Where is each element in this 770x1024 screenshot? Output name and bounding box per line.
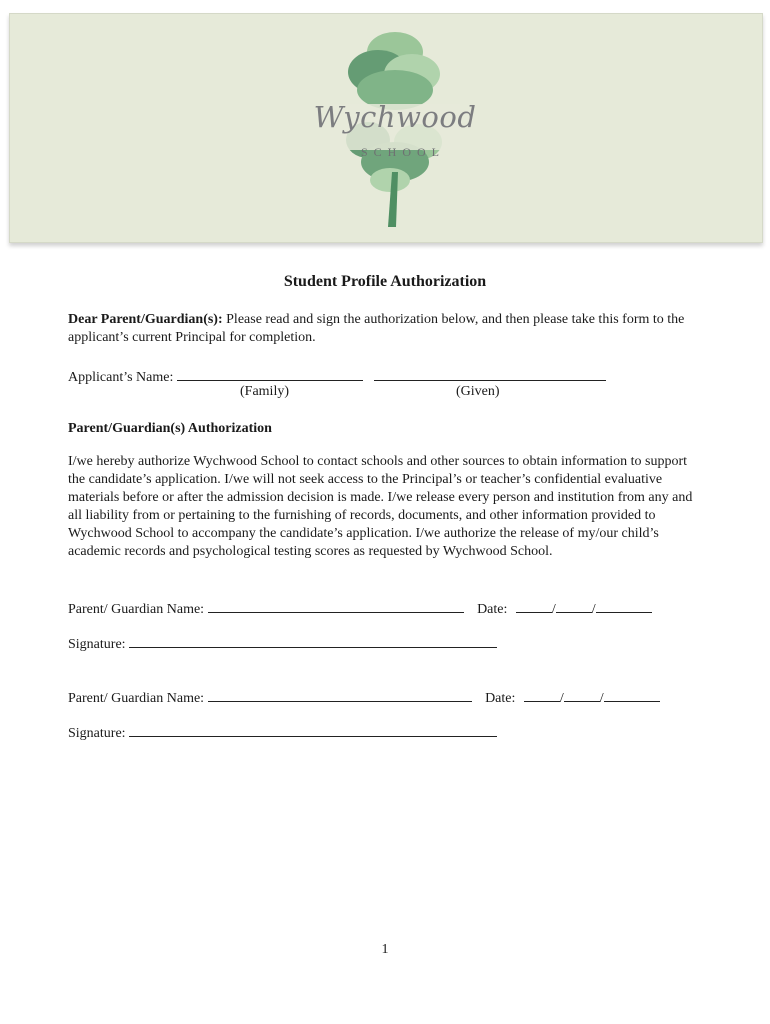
guardian2-signature-row [68, 722, 497, 742]
given-caption: (Given) [456, 384, 500, 399]
guardian1-signature-label: Signature: [68, 637, 126, 652]
applicant-name-label: Applicant’s Name: [68, 370, 174, 385]
guardian1-date-year-field[interactable] [596, 598, 652, 613]
guardian1-signature-row [68, 633, 497, 653]
given-name-field[interactable] [374, 366, 606, 381]
page-title: Student Profile Authorization [283, 273, 487, 290]
family-name-field[interactable] [177, 366, 363, 381]
intro-text: Please read and sign the authorization below, and then please take this form to the applicant’s current Principal for completion. [68, 312, 685, 345]
guardian2-date-month-field[interactable] [524, 687, 560, 702]
guardian1-name-field[interactable] [208, 598, 464, 613]
section-heading: Parent/Guardian(s) Authorization [68, 421, 272, 436]
intro-greeting: Dear Parent/Guardian(s): [68, 312, 223, 327]
family-caption: (Family) [240, 384, 289, 399]
guardian1-name-row: Parent/ Guardian Name: Date: / / [68, 598, 652, 618]
guardian2-signature-field[interactable] [129, 722, 497, 737]
logo-subtitle: SCHOOL [360, 145, 445, 159]
guardian1-name-label: Parent/ Guardian Name: [68, 602, 205, 617]
guardian2-date-day-field[interactable] [564, 687, 600, 702]
header-banner [9, 13, 763, 243]
guardian1-date-label: Date: [477, 602, 508, 617]
guardian2-date-label: Date: [485, 691, 516, 706]
guardian1-date-day-field[interactable] [556, 598, 592, 613]
applicant-name-row [68, 366, 606, 386]
guardian1-date-month-field[interactable] [516, 598, 552, 613]
guardian1-signature-field[interactable] [129, 633, 497, 648]
logo-wordmark: Wychwood [313, 100, 477, 134]
school-logo [300, 22, 490, 236]
guardian2-name-row: Parent/ Guardian Name: Date: / / [68, 687, 660, 707]
guardian2-name-field[interactable] [208, 687, 472, 702]
intro-paragraph [68, 311, 708, 347]
guardian2-signature-label: Signature: [68, 726, 126, 741]
guardian2-name-label: Parent/ Guardian Name: [68, 691, 205, 706]
page-number: 1 [381, 942, 389, 957]
guardian2-date-year-field[interactable] [604, 687, 660, 702]
authorization-paragraph: I/we hereby authorize Wychwood School to contact schools and other sources to obtain information to support the candidate’s application. I/we will not seek access to the Principal’s or teacher’s confidential evaluative materials before or after the admission decision is made. I/we release every person and institution from any and all liability from or pertaining to the furnishing of records, documents, and other information provided to Wychwood School to accompany the candidate’s application. I/we authorize the release of my/our child’s academic records and psychological testing scores as requested by Wychwood School. [68, 454, 693, 559]
